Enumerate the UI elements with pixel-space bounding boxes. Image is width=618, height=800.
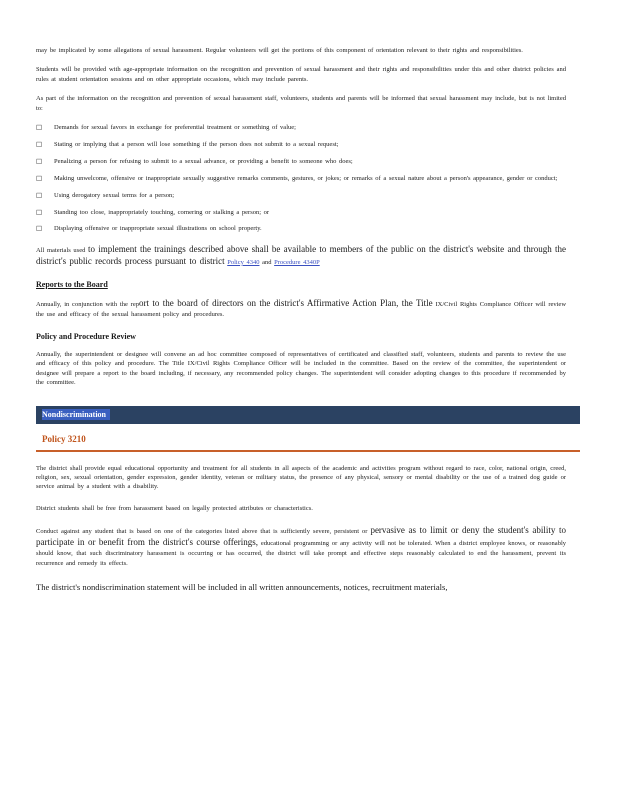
square-bullet-icon: □	[36, 123, 43, 132]
paragraph-statement: The district's nondiscrimination statement will be included in all written announcements, notices, recruitment materials,	[36, 582, 448, 593]
procedure-4340p-link[interactable]: Procedure 4340P	[274, 258, 320, 266]
list-item: □ Demands for sexual favors in exchange for preferential treatment or something of value;	[36, 123, 296, 132]
policy-4340-link[interactable]: Policy 4340	[227, 258, 260, 266]
divider	[36, 450, 580, 452]
paragraph-equal-opportunity: The district shall provide equal educational opportunity and treatment for all students in all aspects of the academic and activities program without regard to race, color, national origin, creed, religion, sex, sexual orientation, gender expression, gender identity, veteran or military status, the presence of any physical, sensory or mental disability or the use of a trained dog guide or service animal by a student with a disability.	[36, 464, 566, 491]
paragraph-students: Students will be provided with age-appropriate information on the recognition and prevention of sexual harassment and their rights and responsibilities under this and other district policies and rules at student orientation sessions and on other appropriate occasions, which may include parents.	[36, 66, 566, 83]
square-bullet-icon: □	[36, 139, 43, 148]
list-item: □ Penalizing a person for refusing to submit to a sexual advance, or providing a benefit to someone who does;	[36, 156, 353, 165]
paragraph-harassment-free: District students shall be free from harassment based on legally protected attributes or characteristics.	[36, 504, 313, 512]
square-bullet-icon: □	[36, 224, 43, 233]
list-item: □ Using derogatory sexual terms for a person;	[36, 190, 175, 199]
list-item: □ Displaying offensive or inappropriate sexual illustrations on school property.	[36, 224, 262, 233]
list-item: □ Making unwelcome, offensive or inappropriate sexually suggestive remarks comments, gestures, or jokes; or remarks of a sexual nature about a person's appearance, gender or conduct;	[36, 173, 558, 182]
harassment-examples-list	[36, 123, 566, 234]
paragraph-review: Annually, the superintendent or designee will convene an ad hoc committee composed of representatives of certificated and classified staff, volunteers, students and parents to review the use and efficacy of this policy and procedure. The Title IX/Civil Rights Compliance Officer will be included in the committee. Based on the review of the committee, the superintendent or designee will prepare a report to the board including, if necessary, any recommended policy changes. The superintendent will consider adopting changes to this procedure if recommended by the committee.	[36, 350, 566, 387]
policy-number: Policy 3210	[42, 433, 86, 444]
list-item: □ Standing too close, inappropriately touching, cornering or stalking a person; or	[36, 207, 270, 216]
review-heading: Policy and Procedure Review	[36, 331, 136, 341]
section-title: Nondiscrimination	[42, 409, 110, 420]
reports-heading: Reports to the Board	[36, 279, 108, 289]
paragraph-reports: Annually, in conjunction with the report to the board of directors on the district's Affirmative Action Plan, the Title IX/Civil Rights Compliance Officer will review the use and efficacy of the sexual harassment policy and procedures.	[36, 297, 567, 318]
square-bullet-icon: □	[36, 190, 43, 199]
square-bullet-icon: □	[36, 156, 43, 165]
square-bullet-icon: □	[36, 207, 43, 216]
paragraph-information: As part of the information on the recognition and prevention of sexual harassment staff, volunteers, students and parents will be informed that sexual harassment may include, but is not limited to:	[36, 95, 566, 112]
square-bullet-icon: □	[36, 173, 43, 182]
paragraph-volunteers: may be implicated by some allegations of sexual harassment. Regular volunteers will get the portions of this component of orientation relevant to their rights and responsibilities.	[36, 47, 523, 54]
paragraph-conduct: Conduct against any student that is based on one of the categories listed above that is sufficiently severe, persistent or pervasive as to limit or deny the student's ability to participate in or benefit from the district's course offerings, educational programming or any activity will not be tolerated. When a district employee knows, or reasonably should know, that such discriminatory harassment is occurring or has occurred, the district will take prompt and effective steps reasonably calculated to end the harassment, prevent its recurrence and remedy its effects.	[36, 525, 566, 568]
list-item: □ Stating or implying that a person will lose something if the person does not submit to a sexual request;	[36, 139, 339, 148]
paragraph-materials: All materials used to implement the trainings described above shall be available to members of the public on the district's website and through the district's public records process pursuant to district Policy 4340 and Procedure 4340P	[36, 243, 566, 266]
section-band	[36, 406, 580, 424]
